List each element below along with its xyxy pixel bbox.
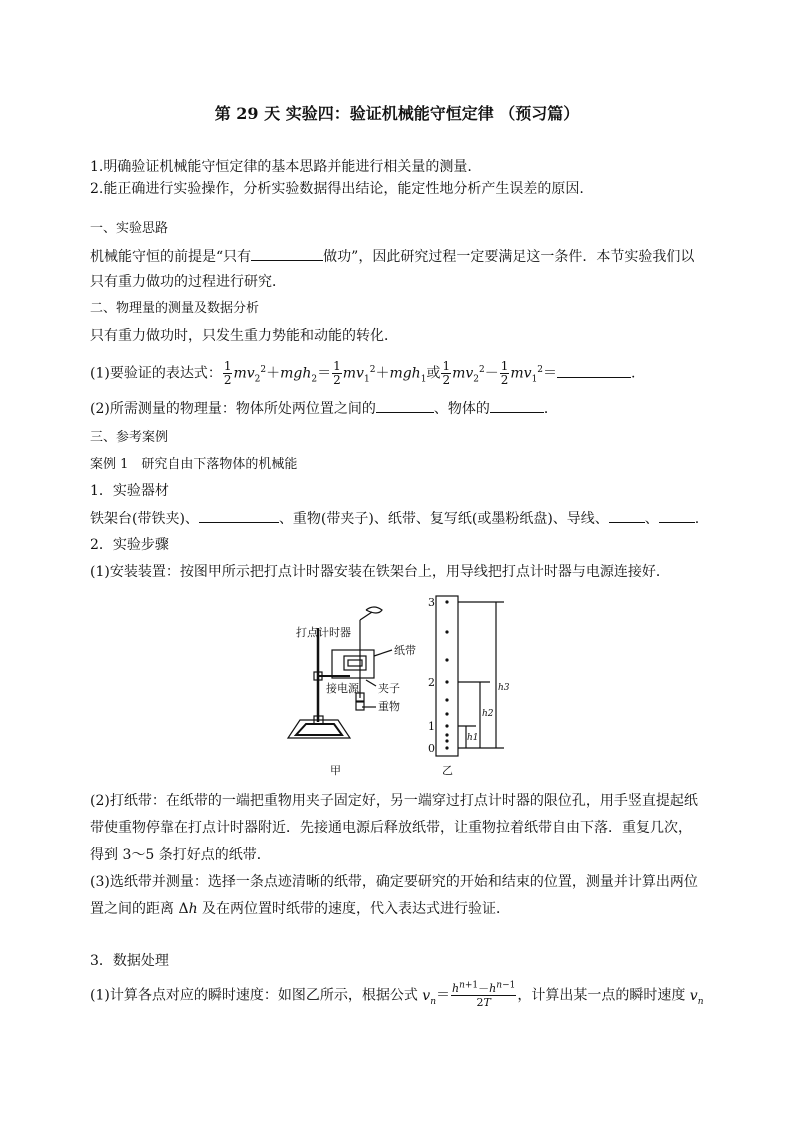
text-span: 机械能守恒的前提是“只有 [90,249,252,265]
text-span: (2)所需测量的物理量：物体所处两位置之间的 [90,401,376,417]
leader-clip [366,680,376,686]
text-span: ． [543,401,558,417]
fraction-half: $\frac{1}{2}$ [223,359,232,387]
height-label-h2: h2 [482,709,494,719]
text-span: . [694,511,700,527]
height-label-h3: h3 [498,683,510,693]
fill-blank[interactable] [251,246,323,261]
fraction-half: $\frac{1}{2}$ [442,359,451,387]
measured-quantities [90,398,558,419]
fill-blank[interactable] [199,508,279,523]
text-span: ，计算出某一点的瞬时速度 [517,987,690,1004]
tape-dot [445,630,448,633]
tape-dot [445,733,448,736]
step-2-line-1: (2)打纸带：在纸带的一端把重物用夹子固定好，另一端穿过打点计时器的限位孔，用手竖直提起纸 [90,793,698,809]
label-tape: 纸带 [394,644,416,657]
text-span: 或 [426,365,441,382]
label-power: 接电源 [326,682,359,695]
step-2-line-2: 带使重物停靠在打点计时器附近．先接通电源后释放纸带，让重物拉着纸带自由下落．重复几次， [90,820,692,836]
weight-block [356,702,364,710]
fill-blank[interactable] [609,508,645,523]
tape-dot [445,712,448,715]
page-title: 第 29 天 实验四：验证机械能守恒定律 （预习篇） [214,104,580,123]
label-yi: 乙 [442,764,453,777]
equipment-list [90,508,699,529]
tape-dot [445,680,448,683]
label-clip: 夹子 [378,682,400,695]
timer-window [344,656,366,670]
section-1-heading: 一、实验思路 [90,221,169,236]
fraction-half: $\frac{1}{2}$ [333,359,341,387]
hand-line [360,612,372,620]
section-2-heading: 二、物理量的测量及数据分析 [90,301,260,316]
steps-heading: 2．实验步骤 [90,537,169,553]
equipment-heading: 1．实验器材 [90,483,169,499]
text-span: (1)要验证的表达式： [90,365,222,382]
section-1-paragraph-2: 只有重力做功的过程进行研究． [90,274,286,290]
fill-blank[interactable] [557,363,631,378]
fraction-half: $\frac{1}{2}$ [500,359,509,387]
height-label-h1: h1 [467,733,479,743]
velocity-fraction: $\frac{h^{n+1}-h^{n-1}}{2T}$ [452,980,516,1009]
case-1-title: 案例 1 研究自由下落物体的机械能 [90,457,298,472]
text-span: 、 [644,511,659,527]
point-label-3: 3 [428,596,435,609]
step-3-line-1: (3)选纸带并测量：选择一条点迹清晰的纸带，确定要研究的开始和结束的位置，测量并计算出两位 [90,874,698,890]
tape-dot [445,746,448,749]
stand-base-inner [296,724,342,735]
tape-dot [445,739,448,742]
text-span: 做功”，因此研究过程一定要满足这一条件．本节实验我们以 [323,249,695,265]
step-2-line-3: 得到 3～5 条打好点的纸带． [90,847,271,863]
fill-blank[interactable] [376,398,434,413]
label-weight: 重物 [378,700,400,713]
tape-dot [445,698,448,701]
text-span: 置之间的距离 Δ [90,901,189,917]
step-3-line-2: 置之间的距离 Δh 及在两位置时纸带的速度，代入表达式进行验证． [90,901,511,917]
label-timer: 打点计时器 [296,626,351,639]
tape-dot [445,658,448,661]
tape-strip [436,596,458,756]
point-label-2: 2 [428,676,435,689]
text-span: 铁架台(带铁夹)、 [90,511,199,527]
leader-tape [374,650,392,656]
goal-1: 1.明确验证机械能守恒定律的基本思路并能进行相关量的测量. [90,159,472,175]
section-2-intro: 只有重力做功时，只发生重力势能和动能的转化． [90,328,398,344]
figure-yi-paper-tape [436,596,504,756]
tape-dot [445,600,448,603]
section-1-paragraph-1 [90,246,694,267]
point-label-1: 1 [428,720,435,733]
step-1: (1)安装装置：按图甲所示把打点计时器安装在铁架台上，用导线把打点计时器与电源连接好． [90,564,670,580]
fill-blank[interactable] [659,508,695,523]
apparatus-figure [280,590,520,780]
text-span: (1)计算各点对应的瞬时速度：如图乙所示，根据公式 [90,987,423,1004]
hand-shape [366,607,382,613]
tape-dot [445,724,448,727]
label-jia: 甲 [330,764,341,777]
text-span: 、重物(带夹子)、纸带、复写纸(或墨粉纸盘)、导线、 [278,511,609,527]
section-3-heading: 三、参考案例 [90,430,169,445]
text-span: 及在两位置时纸带的速度，代入表达式进行验证． [197,901,511,917]
goal-2: 2.能正确进行实验操作，分析实验数据得出结论，能定性地分析产生误差的原因. [90,181,584,197]
verify-expression: (1)要验证的表达式： $\frac{1}{2}$ $mv_2^2+mgh_2=$ $\frac{1}{2}$ $mv_1^2+mgh_1$或 $\frac{1}{2}$ $mv_2^2-$ $\frac{1}{2}$ $mv_1^2=$ . [90,359,636,387]
fill-blank[interactable] [490,398,544,413]
text-span: 、物体的 [433,401,490,417]
tape-dots [445,600,448,749]
data-processing-heading: 3．数据处理 [90,953,169,969]
velocity-formula-line: (1)计算各点对应的瞬时速度：如图乙所示，根据公式 $v_n=$ $\frac{h^{n+1}-h^{n-1}}{2T}$ ，计算出某一点的瞬时速度 $v_n$ [90,980,704,1009]
timer-body [332,650,374,678]
point-label-0: 0 [428,742,435,755]
